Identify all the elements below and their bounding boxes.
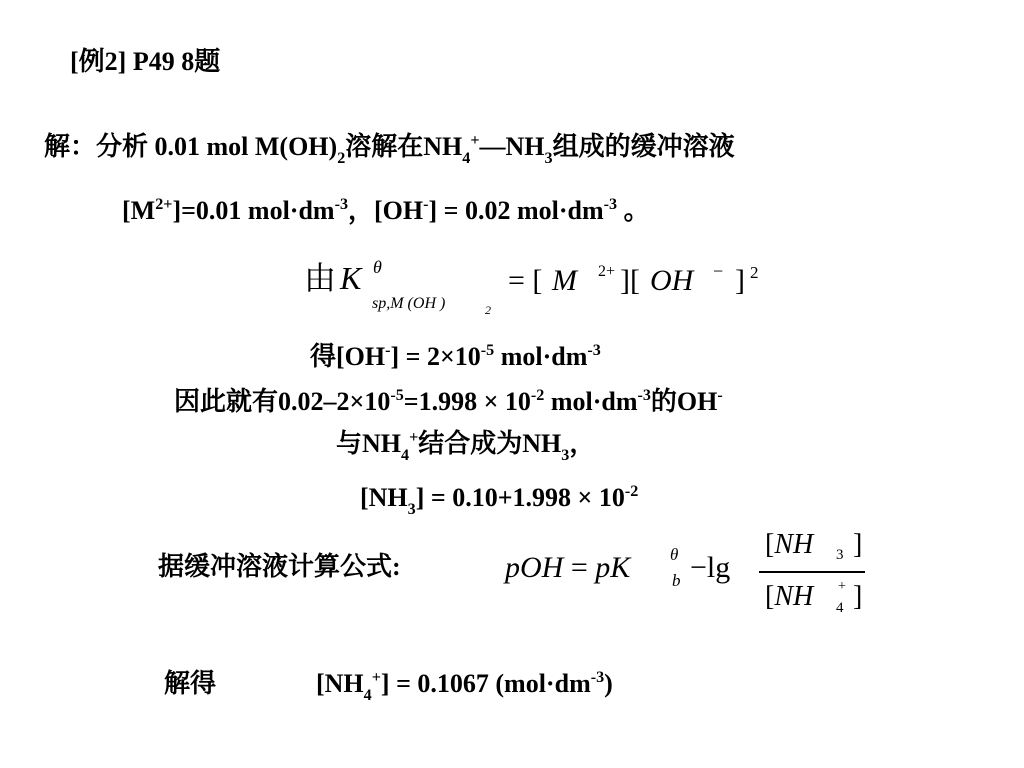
conc-end: 。 — [617, 196, 650, 225]
ksp-you: 由 — [304, 260, 337, 296]
answer-close: ) — [604, 669, 613, 698]
ksp-oh: OH — [650, 264, 694, 297]
result-remaining-line — [174, 386, 723, 417]
result1-charge: - — [385, 341, 391, 359]
ksp-equation — [304, 262, 336, 294]
ksp-square: 2 — [750, 263, 759, 282]
answer-value: ] = 0.1067 (mol·dm — [380, 669, 591, 698]
answer-label-text: 解得 — [164, 669, 217, 698]
answer-exp: -3 — [590, 668, 605, 686]
answer-label — [164, 668, 216, 699]
nh3-value: ] = 0.10+1.998 × 10 — [415, 483, 625, 512]
nh3-exp: -2 — [624, 482, 639, 500]
nh4-subscript: 4 — [462, 149, 471, 167]
fraction-denominator — [765, 583, 813, 611]
num-subscript: 3 — [836, 547, 844, 563]
ksp-theta: θ — [373, 257, 382, 277]
answer-plus: + — [371, 668, 381, 686]
result3-mid: 结合成为NH — [418, 429, 562, 458]
result3-sub4: 4 — [401, 446, 410, 464]
den-subscript: 4 — [836, 600, 844, 616]
nh4-charge: + — [470, 131, 480, 149]
buffer-theta: θ — [670, 545, 679, 564]
buffer-equals: = — [563, 551, 596, 584]
ksp-subscript-2: 2 — [485, 303, 491, 317]
fraction-numerator — [765, 531, 813, 559]
result3-end: ， — [569, 429, 596, 458]
ksp-k: K — [340, 260, 362, 296]
result1-value: ] = 2×10 — [390, 342, 481, 371]
m-unit-exp: -3 — [334, 195, 349, 213]
oh-value: ] = 0.02 mol·dm — [428, 196, 604, 225]
ksp-subscript: sp,M (OH ) — [372, 295, 446, 312]
example-title-text: [例2] P49 8题 — [70, 47, 221, 76]
buffer-formula-label — [158, 551, 401, 582]
example-title — [70, 46, 220, 77]
ksp-oh-minus: − — [713, 261, 724, 281]
result2-prefix: 因此就有0.02–2×10 — [174, 387, 391, 416]
result2-exp2: -2 — [530, 386, 545, 404]
result1-prefix: 得[OH — [310, 342, 386, 371]
conc-sep: ，[OH — [348, 196, 424, 225]
num-nh: NH — [774, 529, 814, 560]
solution-analysis-line — [44, 131, 735, 167]
fraction-bar — [759, 571, 865, 573]
ksp-m: M — [552, 264, 577, 297]
buffer-poh: pOH — [505, 551, 564, 584]
result2-charge: - — [717, 386, 723, 404]
buffer-label-text: 据缓冲溶液计算公式: — [158, 552, 401, 581]
ksp-m-charge: 2+ — [598, 263, 616, 280]
result3-sub3: 3 — [561, 446, 570, 464]
nh3-subscript: 3 — [544, 149, 553, 167]
analysis-text-c: 组成的缓冲溶液 — [552, 132, 735, 161]
m-charge: 2+ — [155, 195, 173, 213]
answer-line — [316, 668, 613, 704]
result2-unit: mol·dm — [544, 387, 638, 416]
den-close-bracket: ] — [853, 581, 863, 612]
result2-unit-exp: -3 — [637, 386, 651, 404]
m-open: [M — [122, 196, 156, 225]
result3-plus: + — [409, 428, 419, 446]
analysis-text-b: —NH — [479, 132, 545, 161]
result1-unit-exp: -3 — [587, 341, 601, 359]
nh3-open: [NH — [360, 483, 408, 512]
result3-prefix: 与NH — [336, 429, 402, 458]
buffer-pk: pK — [595, 551, 631, 584]
num-close-bracket: ] — [853, 529, 863, 560]
buffer-formula — [505, 553, 630, 583]
result1-unit: mol·dm — [494, 342, 588, 371]
buffer-b: b — [672, 571, 681, 590]
buffer-minus-lg: −lg — [690, 551, 731, 584]
num-open-bracket: [ — [765, 529, 775, 560]
oh-charge: - — [423, 195, 429, 213]
oh-unit-exp: -3 — [603, 195, 618, 213]
ksp-close: ] — [735, 264, 745, 297]
ksp-middle: ][ — [620, 264, 640, 297]
nh3-sub3: 3 — [407, 500, 416, 518]
moh-subscript: 2 — [337, 149, 346, 167]
result2-mid: =1.998 × 10 — [403, 387, 531, 416]
result1-exp: -5 — [480, 341, 495, 359]
analysis-prefix: 解：分析 0.01 mol M(OH) — [44, 132, 338, 161]
m-value: ]=0.01 mol·dm — [172, 196, 335, 225]
ksp-rhs: = [ — [508, 264, 543, 297]
concentrations-line — [122, 195, 650, 226]
answer-open: [NH — [316, 669, 364, 698]
result-oh-line — [310, 341, 601, 372]
result-combine-line — [336, 428, 596, 464]
answer-sub4: 4 — [363, 686, 372, 704]
analysis-text-a: 溶解在NH — [345, 132, 463, 161]
result2-exp1: -5 — [390, 386, 404, 404]
den-open-bracket: [ — [765, 581, 775, 612]
result2-tail: 的OH — [650, 387, 718, 416]
den-nh: NH — [774, 581, 814, 612]
nh3-concentration-line — [360, 482, 639, 518]
den-superscript: + — [838, 579, 846, 594]
